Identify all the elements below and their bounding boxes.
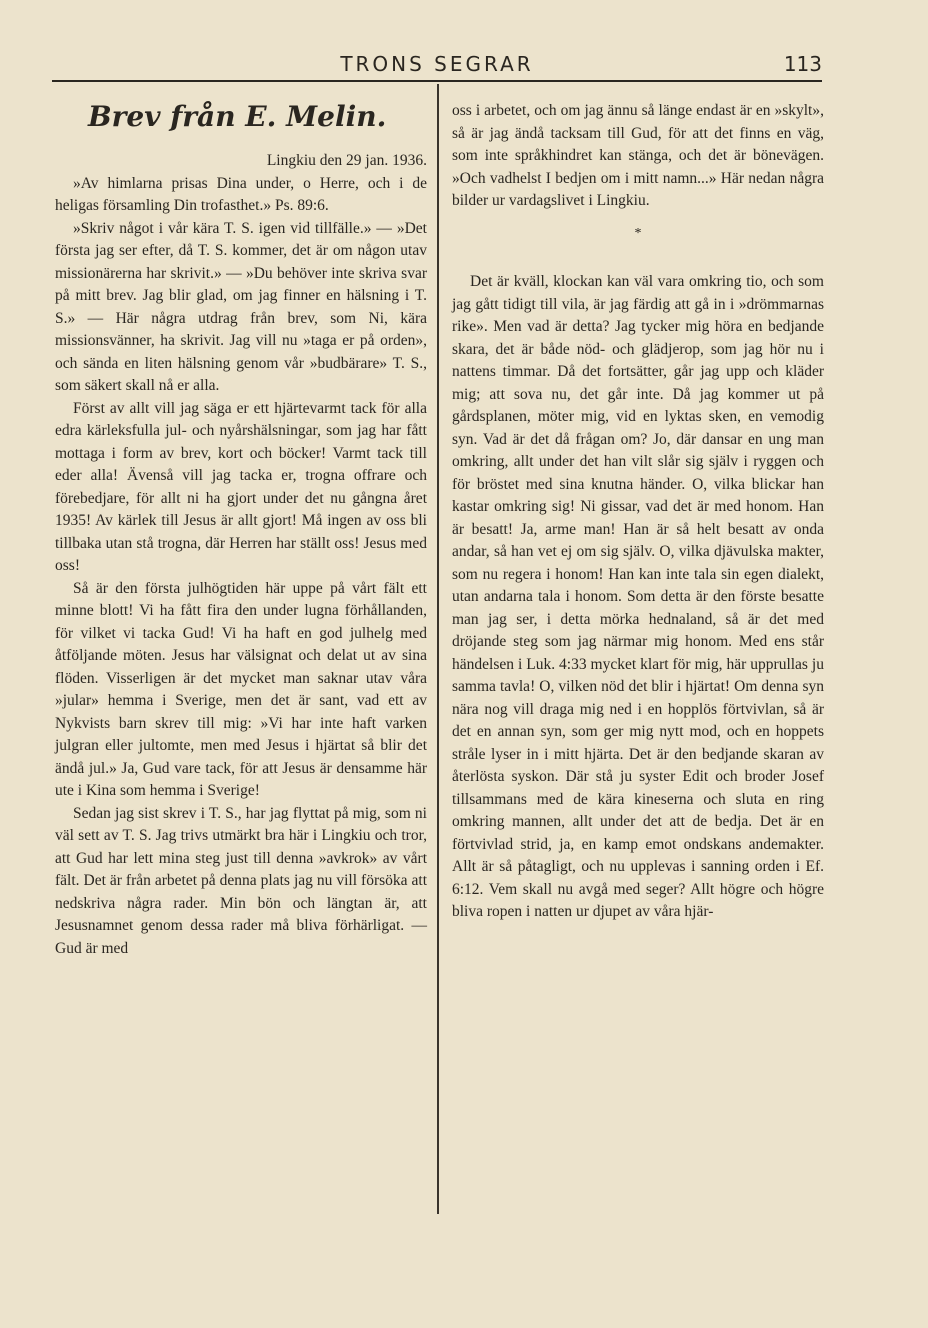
paragraph: Det är kväll, klockan kan väl vara omkring tio, och som jag gått tidigt till vila, är jag färdig att gå in i »drömmarnas rike». Men vad är detta? Jag tycker mig höra en bedjande skara, det är både nöd- och glädjerop, som jag hör nu i nattens timmar. Då det fortsätter, går jag upp och kläder mig; att sova nu, det går inte. Då jag kommer ut på gårdsplanen, möter mig, vid en lyktas sken, en vemodig syn. Vad är det då frågan om? Jo, där dansar en ung man omkring, allt under det han vilt slår sig själv i ryggen och för bröstet med sina knutna händer. O, vilka blickar han kastar omkring sig! Ni gissar, vad det är med honom. Han är besatt! Ja, arme man! Han är så helt besatt av onda andar, så han vet ej om sig själv. O, vilka djävulska makter, som nu regera i honom! Han kan inte tala sin egen dialekt, utan andarna tala i honom. Som detta är den förste besatte man jag ser, i detta mörka hednaland, så är det med dröjande steg som jag närmar mig honom. Med ens står händelsen i Luk. 4:33 mycket klart för mig, här upprullas ju samma tavla! O, vilken nöd det blir i hjärtat! Om denna syn nära nog vill draga mig ned i en hopplös förtvivlan, så är det en annan syn, som ger mig nytt mod, och en hoppets stråle lyser in i mitt hjärta. Det är den bedjande skaran av återlösta syskon. Där stå ju syster Edit och broder Josef tillsammans med de kära kineserna och sluta en ring omkring mannen, allt under det att de bedja. Det är en förtvivlad strid, ja, en kamp emot ondskans andemakter. Allt är så påtagligt, och nu upplevas i sanning orden i Ef. 6:12. Vem skall nu avgå med seger? Allt högre och högre bliva ropen i natten ur djupet av våra hjär- — [452, 273, 824, 920]
section-separator: * — [634, 225, 642, 241]
paragraph: Först av allt vill jag säga er ett hjärtevarmt tack för alla edra kärleksfulla jul- och nyårshälsningar, som jag har fått mottaga i form av brev, kort och böcker! Varmt tack till eder alla! Ävenså vill jag tacka er, trogna offrare och förebedjare, för allt ni ha gjort under det nu gångna året 1935! Av kärlek till Jesus är allt gjort! Må ingen av oss bli tillbaka utan stå trogna, där Herren har ställt oss! Jesus med oss! — [55, 399, 427, 574]
paragraph: Så är den första julhögtiden här uppe på vårt fält ett minne blott! Vi ha fått fira den under lugna förhållanden, för vilket vi tacka Gud! Vi ha haft en god julhelg med åtföljande möten. Jesus har välsignat och delat ut av sina flöden. Visserligen är det mycket man saknar utav våra »jular» hemma i Sverige, men det är sant, vad ett av Nykvists barn skrev till mig: »Vi har inte haft varken julgran eller jultomte, men med Jesus i hjärtat så blir det ändå jul.» Ja, Gud vare tack, för att Jesus är densamme här ute i Kina som hemma i Sverige! — [55, 579, 427, 799]
paragraph: Sedan jag sist skrev i T. S., har jag flyttat på mig, som ni väl sett av T. S. Jag trivs utmärkt bra här i Lingkiu och tror, att Gud har lett mina steg just till denna »avkrok» av vårt fält. Det är från arbetet på denna plats jag nu vill försöka att nedskriva några rader. Min bön och längtan är, att Jesusnamnet genom dessa rader må bliva förhärligat. — Gud är med — [55, 804, 427, 957]
page-number: 113 — [783, 52, 822, 76]
paragraph: »Skriv något i vår kära T. S. igen vid tillfälle.» — »Det första jag ser efter, då T. S. kommer, det är om någon utav missionärerna har skrivit.» — »Du behöver inte skriva svar på mitt brev. Jag blir glad, om jag finner en hälsning i T. S.» — Här några utdrag från brev, som Ni, kära missionsvänner, ha skrivit. Jag vill nu »taga er på orden», och sända en liten hälsning genom vår »budbärare» T. S., som säkert skall nå er alla. — [55, 219, 427, 394]
paragraph: oss i arbetet, och om jag ännu så länge endast är en »skylt», så är jag ändå tacksam till Gud, för att det finns en väg, som inte språkhindret kan stänga, och det är bönevägen. »Och vadhelst I bedjen om i mitt namn...» Här nedan några bilder ur vardagslivet i Lingkiu. — [452, 102, 824, 209]
column-divider — [437, 84, 439, 1214]
dateline: Lingkiu den 29 jan. 1936. — [266, 152, 427, 169]
paragraph: »Av himlarna prisas Dina under, o Herre, och i de heligas församling Din trofasthet.» Ps. 89:6. — [55, 174, 427, 214]
right-column — [452, 100, 824, 924]
header-rule — [52, 80, 822, 82]
article-heading: Brev från E. Melin. — [88, 100, 387, 133]
magazine-title: TRONS SEGRAR — [340, 52, 534, 76]
running-header — [52, 52, 822, 78]
left-column — [55, 100, 427, 960]
